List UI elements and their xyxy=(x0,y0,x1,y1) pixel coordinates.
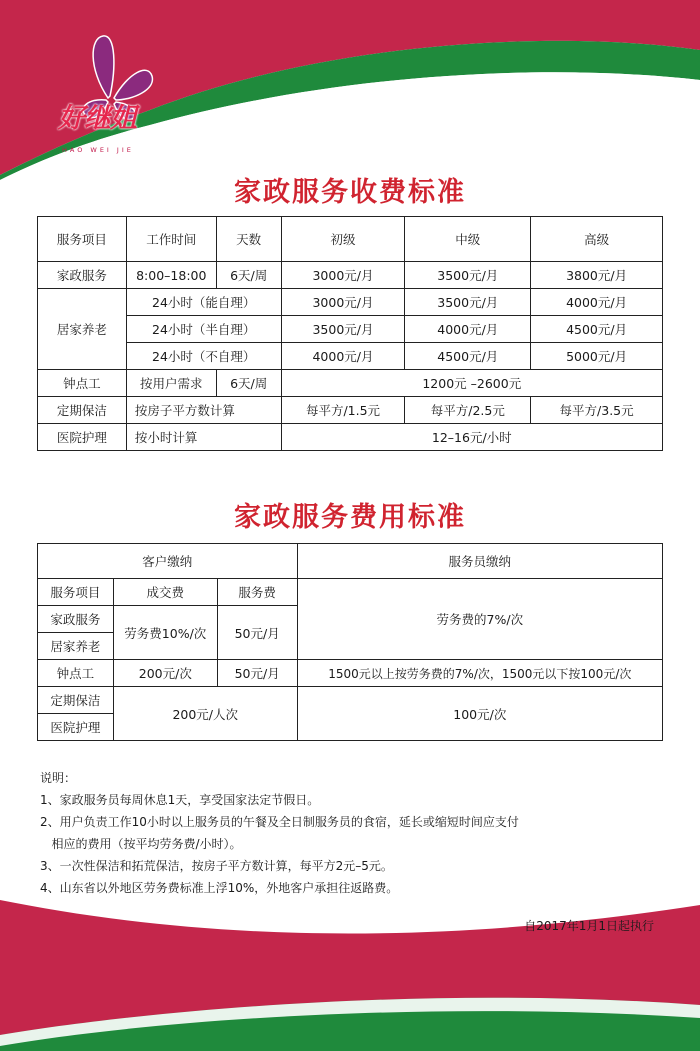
fee-table-title: 家政服务收费标准 xyxy=(234,177,466,208)
deal-fee-cell: 劳务费10%/次 xyxy=(113,606,217,660)
table-row xyxy=(38,262,663,289)
time-cell: 按房子平方数计算 xyxy=(126,397,281,424)
item-cell: 钟点工 xyxy=(38,370,127,397)
deal-fee-cell: 200元/次 xyxy=(113,660,217,687)
header-cell: 中级 xyxy=(405,217,531,262)
butterfly-logo-icon xyxy=(48,28,178,158)
time-cell: 按用户需求 xyxy=(126,370,216,397)
price-cell: 3000元/月 xyxy=(281,289,405,316)
table-row xyxy=(38,660,663,687)
item-cell: 定期保洁 xyxy=(38,397,127,424)
table-row xyxy=(38,316,663,343)
price-cell: 4000元/月 xyxy=(531,289,663,316)
service-fee-cell: 50元/月 xyxy=(217,606,297,660)
table-row xyxy=(38,289,663,316)
item-cell: 钟点工 xyxy=(38,660,114,687)
item-cell: 医院护理 xyxy=(38,424,127,451)
price-cell: 3500元/月 xyxy=(405,289,531,316)
price-cell: 3000元/月 xyxy=(281,262,405,289)
price-cell: 每平方/3.5元 xyxy=(531,397,663,424)
note-item: 相应的费用（按平均劳务费/小时）。 xyxy=(40,837,242,851)
item-cell: 居家养老 xyxy=(38,289,127,370)
table-header-row xyxy=(38,217,663,262)
logo-subtitle: HAO WEI JIE xyxy=(62,146,134,154)
table-header-row xyxy=(38,579,663,606)
header-cell: 高级 xyxy=(531,217,663,262)
header-cell: 天数 xyxy=(216,217,281,262)
worker-fee-cell: 100元/次 xyxy=(297,687,662,741)
fee-table xyxy=(37,216,663,451)
cost-table-title: 家政服务费用标准 xyxy=(234,502,466,533)
days-cell: 6天/周 xyxy=(216,262,281,289)
logo-text: 好继姐 xyxy=(58,103,136,134)
table-row xyxy=(38,424,663,451)
header-cell: 工作时间 xyxy=(126,217,216,262)
price-cell: 12–16元/小时 xyxy=(281,424,662,451)
price-cell: 3500元/月 xyxy=(405,262,531,289)
worker-fee-cell: 劳务费的7%/次 xyxy=(297,579,662,660)
table-row xyxy=(38,343,663,370)
price-cell: 4000元/月 xyxy=(405,316,531,343)
price-cell: 3800元/月 xyxy=(531,262,663,289)
time-cell: 24小时（能自理） xyxy=(126,289,281,316)
price-cell: 每平方/1.5元 xyxy=(281,397,405,424)
item-cell: 定期保洁 xyxy=(38,687,114,714)
item-cell: 家政服务 xyxy=(38,606,114,633)
table-row xyxy=(38,397,663,424)
note-item: 2、用户负责工作10小时以上服务员的午餐及全日制服务员的食宿，延长或缩短时间应支付 xyxy=(40,815,519,829)
header-cell: 服务费 xyxy=(217,579,297,606)
cost-table xyxy=(37,543,663,741)
item-cell: 家政服务 xyxy=(38,262,127,289)
combined-fee-cell: 200元/人次 xyxy=(113,687,297,741)
price-cell: 3500元/月 xyxy=(281,316,405,343)
effective-date: 自2017年1月1日起执行 xyxy=(524,919,654,933)
header-cell: 成交费 xyxy=(113,579,217,606)
days-cell: 6天/周 xyxy=(216,370,281,397)
time-cell: 8:00–18:00 xyxy=(126,262,216,289)
note-item: 4、山东省以外地区劳务费标准上浮10%，外地客户承担往返路费。 xyxy=(40,881,399,895)
notes-section xyxy=(40,767,660,899)
price-cell: 5000元/月 xyxy=(531,343,663,370)
note-item: 1、家政服务员每周休息1天，享受国家法定节假日。 xyxy=(40,793,320,807)
time-cell: 24小时（半自理） xyxy=(126,316,281,343)
table-row xyxy=(38,370,663,397)
note-item: 3、一次性保洁和拓荒保洁，按房子平方数计算，每平方2元–5元。 xyxy=(40,859,393,873)
header-cell: 服务项目 xyxy=(38,579,114,606)
price-cell: 4500元/月 xyxy=(405,343,531,370)
header-cell: 初级 xyxy=(281,217,405,262)
table-row xyxy=(38,687,663,714)
service-fee-cell: 50元/月 xyxy=(217,660,297,687)
header-cell: 服务项目 xyxy=(38,217,127,262)
price-cell: 4000元/月 xyxy=(281,343,405,370)
price-cell: 4500元/月 xyxy=(531,316,663,343)
notes-heading: 说明： xyxy=(40,771,77,785)
time-cell: 24小时（不自理） xyxy=(126,343,281,370)
time-cell: 按小时计算 xyxy=(126,424,281,451)
worker-fee-cell: 1500元以上按劳务费的7%/次，1500元以下按100元/次 xyxy=(297,660,662,687)
price-cell: 1200元 –2600元 xyxy=(281,370,662,397)
worker-pay-header: 服务员缴纳 xyxy=(297,544,662,579)
customer-pay-header: 客户缴纳 xyxy=(38,544,298,579)
table-header-row xyxy=(38,544,663,579)
item-cell: 居家养老 xyxy=(38,633,114,660)
item-cell: 医院护理 xyxy=(38,714,114,741)
price-cell: 每平方/2.5元 xyxy=(405,397,531,424)
